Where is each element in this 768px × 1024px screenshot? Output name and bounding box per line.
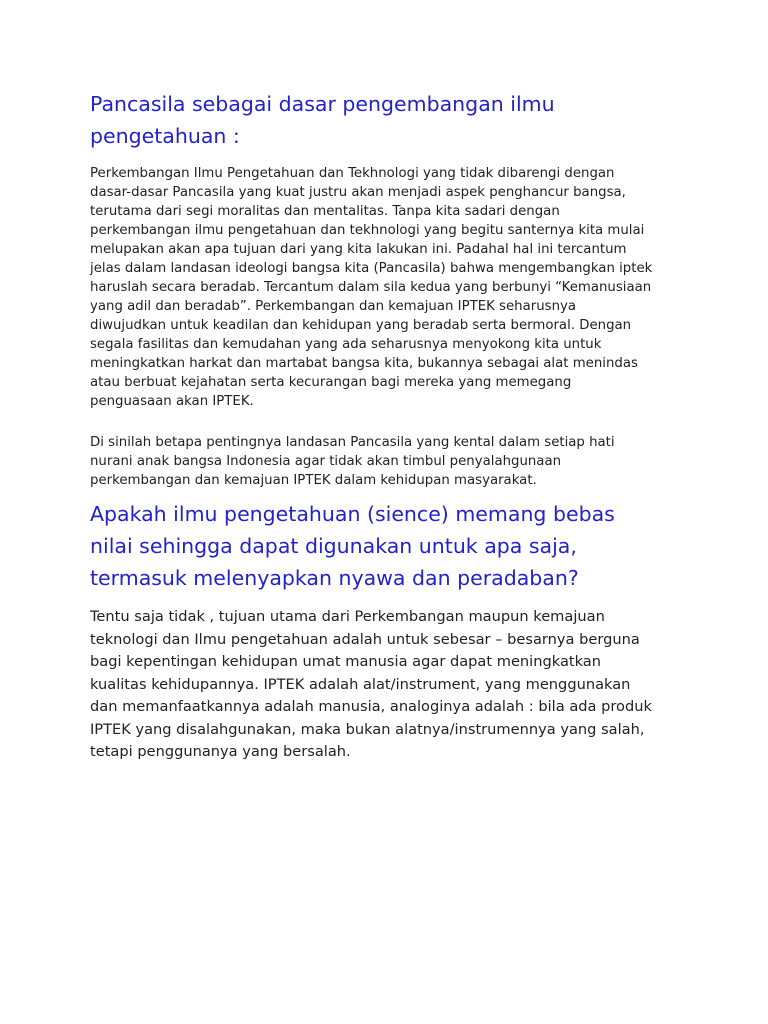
paragraph-line: Di sinilah betapa pentingnya landasan Pancasila yang kental dalam setiap hati xyxy=(90,435,615,450)
paragraph-spacer xyxy=(90,411,690,433)
paragraph-line: IPTEK yang disalahgunakan, maka bukan alatnya/instrumennya yang salah, xyxy=(90,720,645,738)
paragraph-line: kualitas kehidupannya. IPTEK adalah alat/instrument, yang menggunakan xyxy=(90,675,631,693)
paragraph-line: Perkembangan Ilmu Pengetahuan dan Tekhnologi yang tidak dibarengi dengan xyxy=(90,166,615,181)
paragraph-line: perkembangan dan kemajuan IPTEK dalam kehidupan masyarakat. xyxy=(90,473,537,488)
heading-line: termasuk melenyapkan nyawa dan peradaban? xyxy=(90,566,579,590)
paragraph-spacer xyxy=(90,490,690,498)
heading-line: Apakah ilmu pengetahuan (sience) memang bebas xyxy=(90,502,615,526)
section2-paragraph xyxy=(90,606,690,764)
paragraph-line: perkembangan ilmu pengetahuan dan tekhnologi yang begitu santernya kita mulai xyxy=(90,223,645,238)
heading-line: Pancasila sebagai dasar pengembangan ilmu xyxy=(90,92,555,116)
paragraph-line: nurani anak bangsa Indonesia agar tidak akan timbul penyalahgunaan xyxy=(90,454,562,469)
paragraph-line: yang adil dan beradab”. Perkembangan dan kemajuan IPTEK seharusnya xyxy=(90,299,577,314)
document-page xyxy=(90,88,690,764)
paragraph-line: Tentu saja tidak , tujuan utama dari Perkembangan maupun kemajuan xyxy=(90,608,605,625)
paragraph-line: melupakan akan apa tujuan dari yang kita lakukan ini. Padahal hal ini tercantum xyxy=(90,242,627,257)
paragraph-line: meningkatkan harkat dan martabat bangsa kita, bukannya sebagai alat menindas xyxy=(90,356,638,371)
paragraph-line: bagi kepentingan kehidupan umat manusia agar dapat meningkatkan xyxy=(90,653,601,670)
paragraph-line: dasar-dasar Pancasila yang kuat justru akan menjadi aspek penghancur bangsa, xyxy=(90,185,626,200)
paragraph-line: dan memanfaatkannya adalah manusia, analoginya adalah : bila ada produk xyxy=(90,698,652,715)
paragraph-line: terutama dari segi moralitas dan mentalitas. Tanpa kita sadari dengan xyxy=(90,204,560,219)
paragraph-line: tetapi penggunanya yang bersalah. xyxy=(90,743,351,760)
heading-line: nilai sehingga dapat digunakan untuk apa saja, xyxy=(90,534,577,558)
section2-heading xyxy=(90,498,690,594)
heading-line: pengetahuan : xyxy=(90,124,240,148)
paragraph-line: atau berbuat kejahatan serta kecurangan bagi mereka yang memegang xyxy=(90,375,572,390)
section1-paragraph-2 xyxy=(90,433,690,490)
paragraph-line: jelas dalam landasan ideologi bangsa kita (Pancasila) bahwa mengembangkan iptek xyxy=(90,261,653,276)
paragraph-line: haruslah secara beradab. Tercantum dalam sila kedua yang berbunyi “Kemanusiaan xyxy=(90,280,652,295)
section1-heading xyxy=(90,88,690,152)
paragraph-line: penguasaan akan IPTEK. xyxy=(90,394,254,409)
section1-paragraph-1 xyxy=(90,164,690,411)
paragraph-line: segala fasilitas dan kemudahan yang ada seharusnya menyokong kita untuk xyxy=(90,337,602,352)
paragraph-line: teknologi dan Ilmu pengetahuan adalah untuk sebesar – besarnya berguna xyxy=(90,630,640,648)
paragraph-line: diwujudkan untuk keadilan dan kehidupan yang beradab serta bermoral. Dengan xyxy=(90,318,632,333)
